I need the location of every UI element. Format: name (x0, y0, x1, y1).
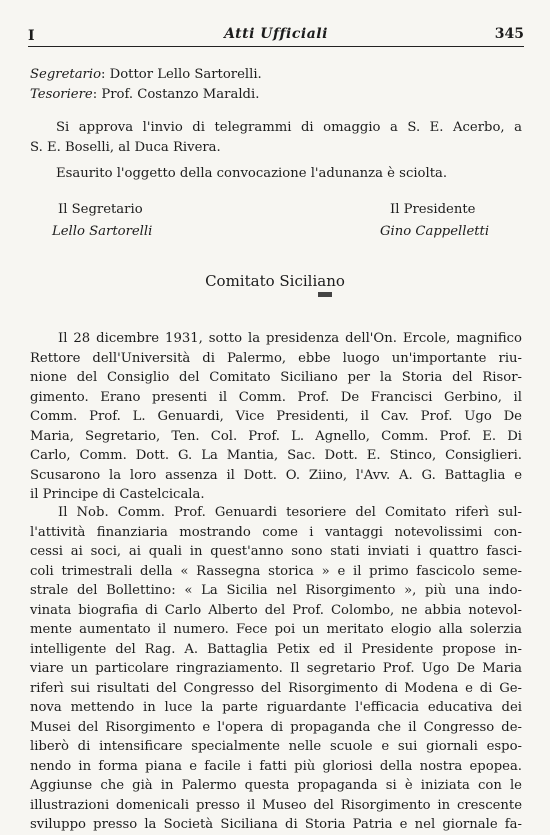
text-line: Musei del Risorgimento e l'opera di propaganda che il Congresso de- (30, 719, 522, 735)
text-line: nendo in forma piana e facile i fatti più gloriosi della nostra epopea. (30, 758, 522, 774)
text-line: Il 28 dicembre 1931, sotto la presidenza dell'On. Ercole, magnifico (58, 331, 522, 346)
signature-right-name: Gino Cappelletti (380, 224, 490, 239)
secretary-line (30, 67, 262, 83)
text-line: cessi ai soci, ai quali in quest'anno sono stati inviati i quattro fasci- (30, 544, 522, 559)
text-line: Il Nob. Comm. Prof. Genuardi tesoriere del Comitato riferì sul- (58, 505, 522, 520)
header-left-mark: I (28, 28, 35, 44)
text-line: illustrazioni domenicali presso il Museo del Risorgimento in crescente (30, 797, 522, 813)
secretary-colon: : (101, 67, 110, 82)
running-header (28, 22, 524, 47)
telegrams-paragraph (30, 118, 522, 157)
text-line: Si approva l'invio di telegrammi di omaggio a S. E. Acerbo, a (56, 120, 522, 135)
text-line: riferì sui risultati del Congresso del Risorgimento di Modena e di Ge- (30, 680, 522, 696)
text-line: Carlo, Comm. Dott. G. La Mantia, Sac. Dott. E. Stinco, Consiglieri. (30, 448, 522, 463)
text-line: il Principe di Castelcicala. (30, 487, 205, 502)
text-line: vinata biografia di Carlo Alberto del Prof. Colombo, ne abbia notevol- (30, 602, 522, 618)
text-line: gimento. Erano presenti il Comm. Prof. De Francisci Gerbino, il (30, 389, 522, 405)
text-line: Aggiunse che già in Palermo questa propaganda si è iniziata con le (30, 778, 522, 793)
signature-left-role: Il Segretario (58, 202, 143, 217)
treasurer-line (30, 87, 259, 103)
treasurer-label: Tesoriere (30, 87, 93, 102)
text-line: coli trimestrali della « Rassegna storica » e il primo fascicolo seme- (30, 563, 522, 579)
text-line: Rettore dell'Università di Palermo, ebbe luogo un'importante riu- (30, 350, 522, 366)
secretary-name: Dottor Lello Sartorelli. (109, 67, 262, 82)
text-line: nione del Consiglio del Comitato Siciliano per la Storia del Risor- (30, 370, 522, 385)
text-line: S. E. Boselli, al Duca Rivera. (30, 139, 221, 155)
text-line: liberò di intensificare specialmente nelle scuole e sui giornali espo- (30, 739, 522, 754)
signature-right-role: Il Presidente (390, 202, 476, 217)
text-line: intelligente del Rag. A. Battaglia Petix ed il Presidente propose in- (30, 641, 522, 657)
text-line: Scusarono la loro assenza il Dott. O. Ziino, l'Avv. A. G. Battaglia e (30, 467, 522, 483)
secretary-label: Segretario (30, 67, 102, 82)
text-line: viare un particolare ringraziamento. Il segretario Prof. Ugo De Maria (30, 661, 522, 676)
text-line: l'attività finanziaria mostrando come i vantaggi notevolissimi con- (30, 524, 522, 540)
text-line: mente aumentato il numero. Fece poi un meritato elogio alla solerzia (30, 622, 522, 637)
section-title: Comitato Siciliano (205, 272, 345, 290)
treasurer-name: Prof. Costanzo Maraldi. (101, 87, 260, 102)
text-line: Maria, Segretario, Ten. Col. Prof. L. Agnello, Comm. Prof. E. Di (30, 428, 522, 444)
treasurer-colon: : (92, 87, 102, 102)
text-line: nova mettendo in luce la parte riguardante l'efficacia educativa dei (30, 700, 522, 715)
section-rule (318, 292, 332, 297)
body-paragraph-2 (30, 503, 522, 835)
text-line: sviluppo presso la Società Siciliana di Storia Patria e nel giornale fa- (30, 817, 522, 832)
text-line: strale del Bollettino: « La Sicilia nel Risorgimento », più una indo- (30, 583, 522, 598)
header-title: Atti Ufficiali (224, 26, 328, 42)
page-number: 345 (494, 26, 524, 42)
body-paragraph-1 (30, 329, 522, 505)
signature-left-name: Lello Sartorelli (52, 224, 153, 239)
closing-sentence: Esaurito l'oggetto della convocazione l'adunanza è sciolta. (56, 166, 448, 181)
text-line: Comm. Prof. L. Genuardi, Vice Presidenti, il Cav. Prof. Ugo De (30, 409, 522, 424)
